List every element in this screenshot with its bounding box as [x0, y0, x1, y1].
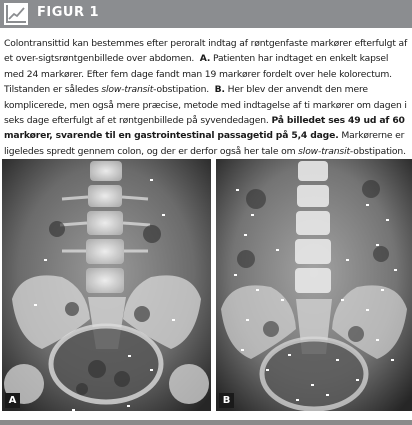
xray-image-b — [216, 159, 412, 411]
xray-image-a — [2, 159, 211, 411]
panel-label-a: A — [5, 393, 20, 408]
caption-label-b: B. — [214, 84, 225, 96]
caption-sentence-end: -obstipation. — [349, 145, 406, 157]
caption-sentence-end: -obstipation. — [153, 84, 210, 96]
caption-emphasis: På billedet ses 49 ud af 60 markører, svarende til en gastrointestinal passagetid på 5,4 dage. — [4, 115, 405, 142]
chart-line-icon — [4, 3, 28, 25]
caption-sentence: Colontransittid kan bestemmes efter peroralt indtag af røntgenfaste markører efterfulgt af et over-sigtsrøntgenbillede over abdomen. — [4, 38, 408, 65]
caption-sentence: Her blev der anvendt den mere komplicerede, men også mere præcise, metode med indtagelse af ti markører om dagen i seks dage efterfulgt af et røntgenbillede på syvendedagen. — [4, 84, 407, 127]
figure-header — [0, 0, 412, 28]
caption-label-a: A. — [199, 53, 211, 65]
figure-title: FIGUR 1 — [37, 5, 100, 20]
caption-italic-term: slow-transit — [298, 145, 350, 157]
caption-sentence: Markørerne er ligeledes spredt gennem colon, og der er derfor også her tale om — [4, 130, 405, 157]
caption-sentence: Efter fem dage fandt man 19 markører fordelt over hele kolorectum. Tilstanden er således — [4, 68, 392, 96]
panel-label-b: B — [219, 393, 234, 408]
figure-caption — [4, 36, 408, 159]
caption-italic-term: slow-transit — [101, 84, 154, 96]
caption-sentence: Patienten har indtaget en enkelt kapsel med 24 markører. — [4, 53, 389, 80]
